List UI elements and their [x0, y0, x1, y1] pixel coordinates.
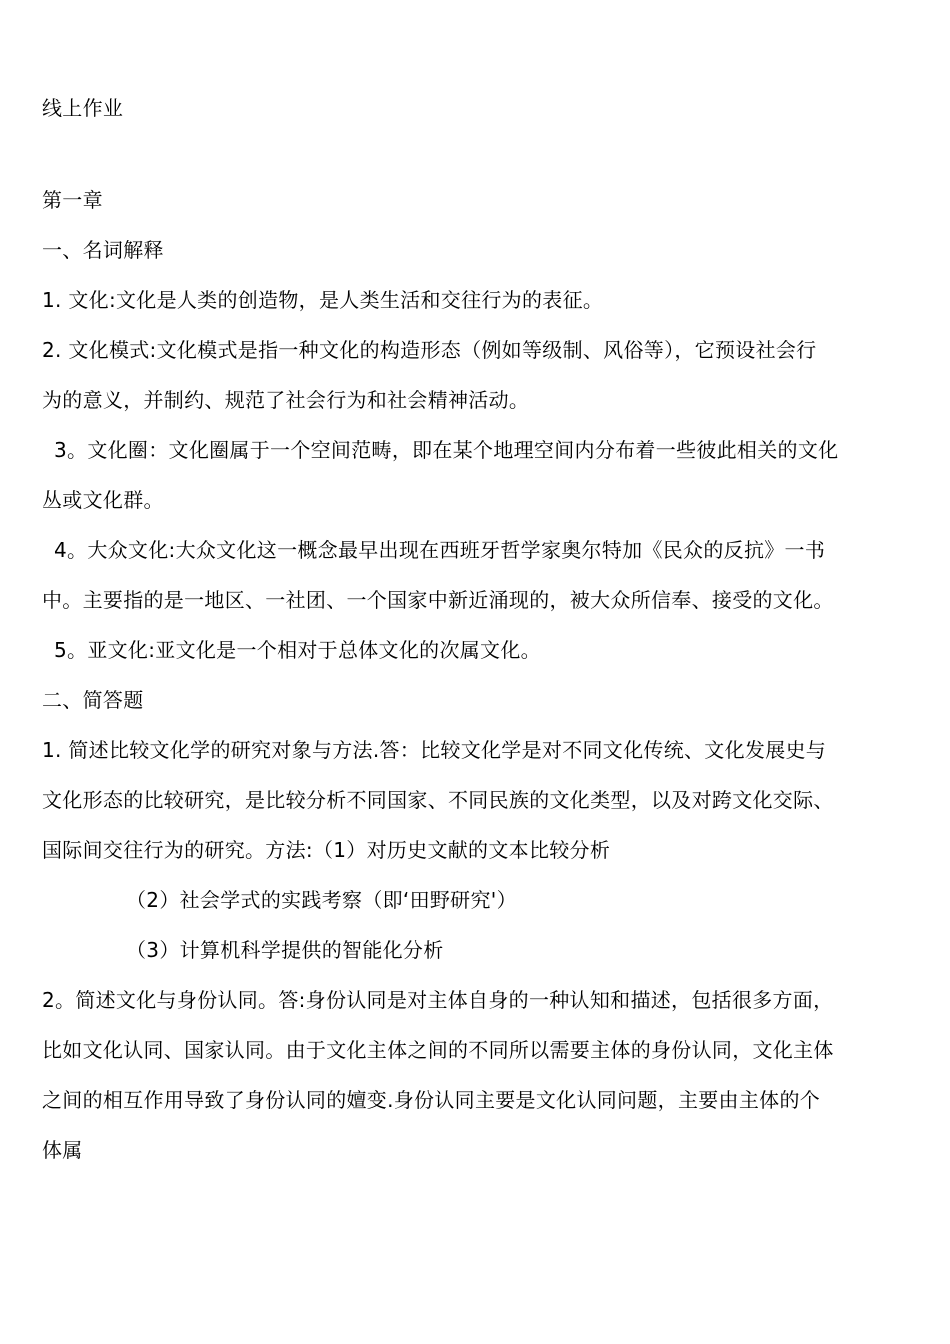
term-culture-pattern-line2: 为的意义，并制约、规范了社会行为和社会精神活动。 — [42, 388, 530, 412]
q1-line1: 1. 简述比较文化学的研究对象与方法.答：比较文化学是对不同文化传统、文化发展史与 — [42, 738, 827, 762]
q2-line3: 之间的相互作用导致了身份认同的嬗变.身份认同主要是文化认同问题，主要由主体的个 — [42, 1088, 821, 1112]
q1-method-3: （3）计算机科学提供的智能化分析 — [126, 938, 444, 962]
q2-line2: 比如文化认同、国家认同。由于文化主体之间的不同所以需要主体的身份认同，文化主体 — [42, 1038, 834, 1062]
section-heading-short-answer: 二、简答题 — [42, 688, 144, 712]
term-mass-culture-line1: 4。大众文化:大众文化这一概念最早出现在西班牙哲学家奥尔特加《民众的反抗》一书 — [54, 538, 826, 562]
term-subculture: 5。亚文化:亚文化是一个相对于总体文化的次属文化。 — [54, 638, 541, 662]
term-culture-circle-line1: 3。文化圈：文化圈属于一个空间范畴，即在某个地理空间内分布着一些彼此相关的文化 — [54, 438, 839, 462]
section-heading-terms: 一、名词解释 — [42, 238, 164, 262]
q1-line2: 文化形态的比较研究，是比较分析不同国家、不同民族的文化类型，以及对跨文化交际、 — [42, 788, 834, 812]
q2-line4: 体属 — [42, 1138, 83, 1162]
term-culture-circle-line2: 丛或文化群。 — [42, 488, 164, 512]
term-culture: 1. 文化:文化是人类的创造物，是人类生活和交往行为的表征。 — [42, 288, 604, 312]
q1-method-2: （2）社会学式的实践考察（即‘田野研究'） — [126, 888, 517, 912]
q2-line1: 2。简述文化与身份认同。答:身份认同是对主体自身的一种认知和描述，包括很多方面， — [42, 988, 834, 1012]
term-culture-pattern-line1: 2. 文化模式:文化模式是指一种文化的构造形态（例如等级制、风俗等），它预设社会行 — [42, 338, 817, 362]
term-mass-culture-line2: 中。主要指的是一地区、一社团、一个国家中新近涌现的，被大众所信奉、接受的文化。 — [42, 588, 834, 612]
document-title: 线上作业 — [42, 96, 124, 120]
chapter-heading: 第一章 — [42, 188, 103, 212]
q1-line3: 国际间交往行为的研究。方法:（1）对历史文献的文本比较分析 — [42, 838, 611, 862]
